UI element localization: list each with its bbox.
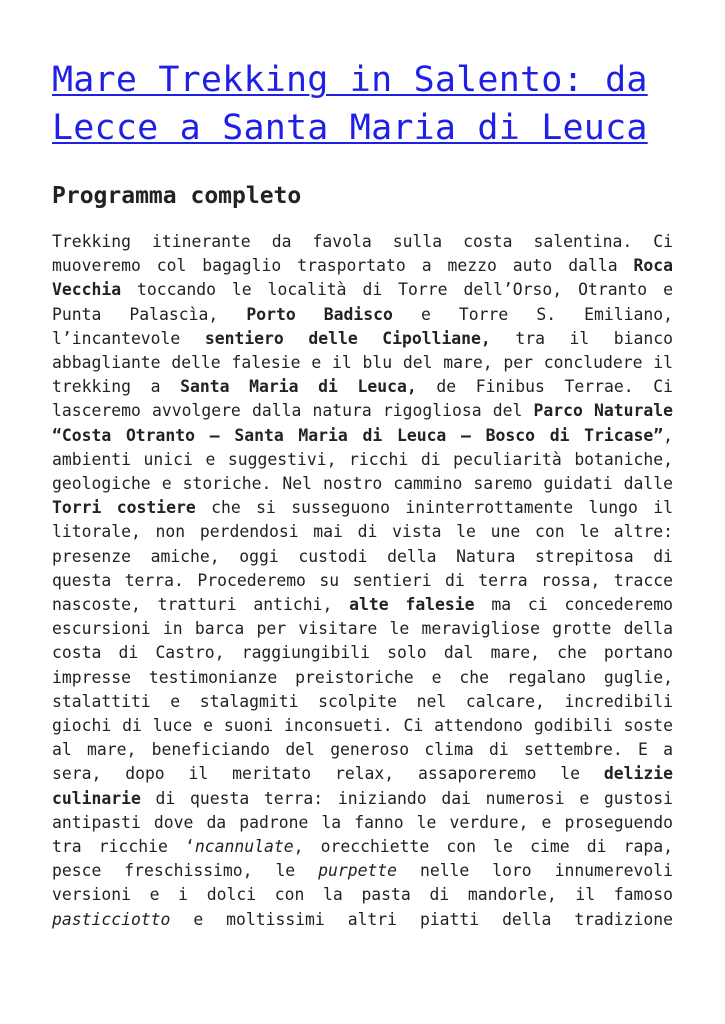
body-line: l’incantevole sentiero delle Cipolliane, tra il bianco [52,328,674,348]
body-line: pesce freschissimo, le purpette nelle loro innumerevoli [52,861,673,881]
body-line: giochi di luce e suoni inconsueti. Ci attendono godibili soste [52,716,673,736]
body-line: Trekking itinerante da favola sulla costa salentina. Ci [52,232,673,251]
body-line: Torri costiere che si susseguono ininterrottamente lungo il [52,498,674,518]
body-line: nascoste, tratturi antichi, alte falesie ma ci concederemo [52,595,674,615]
body-line: trekking a Santa Maria di Leuca, de Finibus Terrae. Ci [52,377,674,397]
body-line: stalattiti e stalagmiti scolpite nel calcare, incredibili [52,691,673,711]
body-line: culinarie di questa terra: iniziando dai numerosi e gustosi [52,788,673,808]
body-line: abbagliante delle falesie e il blu del mare, per concludere il [52,353,673,373]
body-line: “Costa Otranto – Santa Maria di Leuca – Bosco di Tricase”, [52,425,673,445]
article-title-line-1[interactable]: Mare Trekking in Salento: da [52,60,648,100]
body-line: pasticciotto e moltissimi altri piatti della tradizione [52,909,673,929]
body-line: al mare, beneficiando del generoso clima di settembre. E a [52,740,673,760]
article-title-link[interactable] [52,0,673,152]
body-line: tra ricchie ‘ncannulate, orecchiette con le cime di rapa, [52,837,673,857]
body-line: impresse testimonianze preistoriche e che regalano guglie, [52,667,673,687]
body-line: escursioni in barca per visitare le meravigliose grotte della [52,619,673,639]
body-line: Vecchia toccando le località di Torre dell’Orso, Otranto e [52,280,673,300]
body-line: costa di Castro, raggiungibili solo dal mare, che portano [52,643,673,663]
body-line: geologiche e storiche. Nel nostro cammino saremo guidati dalle [52,474,673,494]
body-line: ambienti unici e suggestivi, ricchi di peculiarità botaniche, [52,449,673,469]
article-body [52,212,673,932]
body-line: Punta Palascìa, Porto Badisco e Torre S. Emiliano, [52,304,673,324]
section-heading: Programma completo [52,183,302,209]
body-line: lasceremo avvolgere dalla natura rigogliosa del Parco Naturale [52,401,673,421]
body-line: sera, dopo il meritato relax, assaporeremo le delizie [52,764,673,784]
body-line: muoveremo col bagaglio trasportato a mezzo auto dalla Roca [52,256,673,276]
body-line: versioni e i dolci con la pasta di mandorle, il famoso [52,885,673,905]
article-title-line-2[interactable]: Lecce a Santa Maria di Leuca [52,108,648,148]
body-line: antipasti dove da padrone la fanno le verdure, e proseguendo [52,812,673,832]
body-line: presenze amiche, oggi custodi della Natura strepitosa di [52,546,673,566]
body-line: questa terra. Procederemo su sentieri di terra rossa, tracce [52,570,673,590]
body-line: litorale, non perdendosi mai di vista le une con le altre: [52,522,673,542]
article [52,0,673,932]
